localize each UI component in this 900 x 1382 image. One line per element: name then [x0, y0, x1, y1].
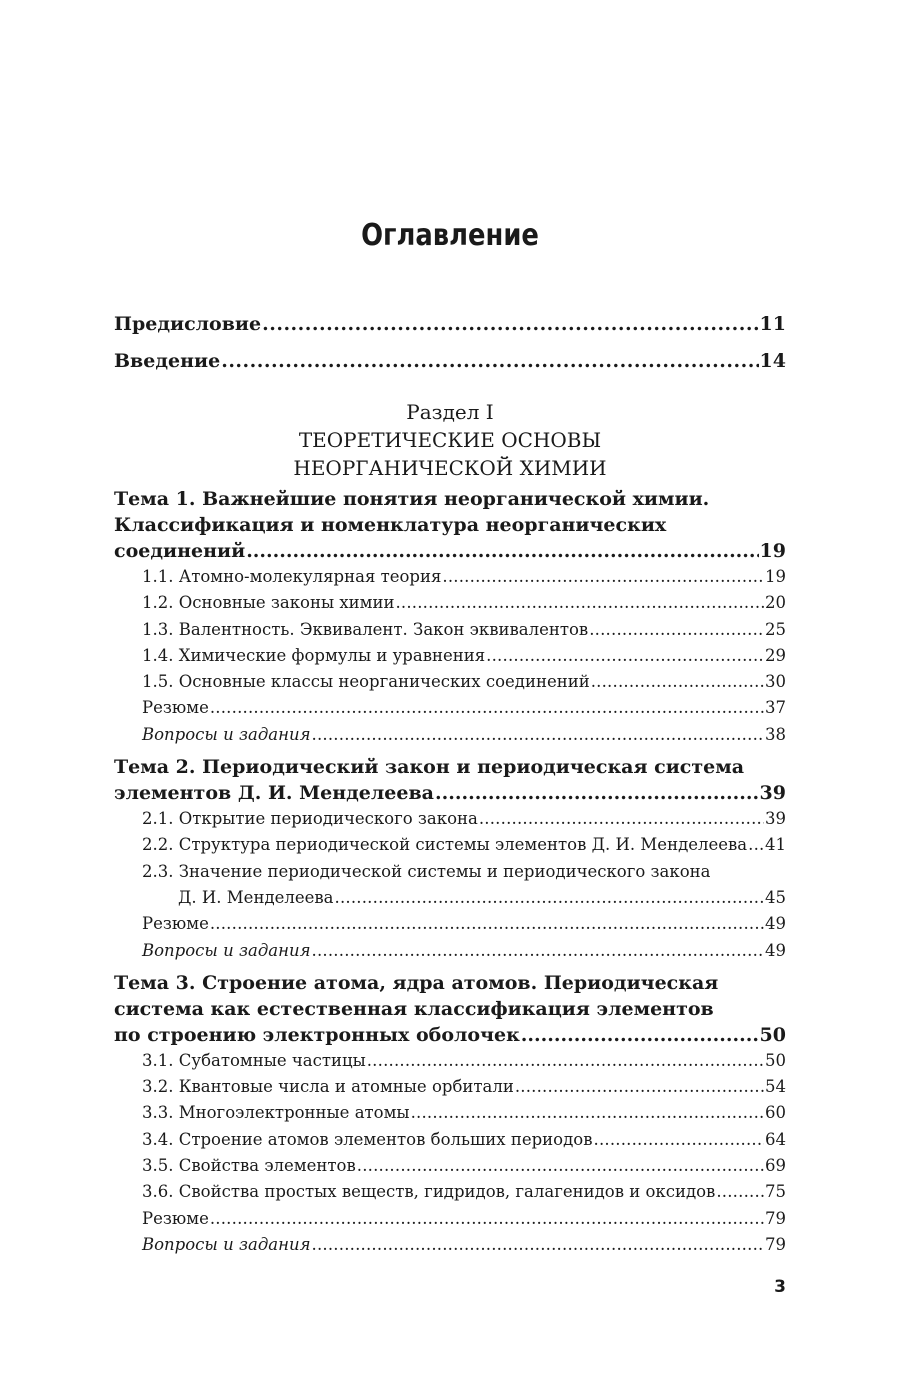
leader-dots: [515, 1074, 764, 1100]
entry-page: 37: [765, 698, 786, 718]
toc-subentry[interactable]: [114, 564, 786, 590]
leader-dots: [395, 590, 764, 616]
toc-subentry[interactable]: [114, 669, 786, 695]
entry-page: 75: [765, 1182, 786, 1202]
toc-subentry[interactable]: [114, 1100, 786, 1126]
entry-label: 2.2. Структура периодической системы элементов Д. И. Менделеева: [142, 835, 748, 855]
entry-label: 1.3. Валентность. Эквивалент. Закон эквивалентов: [142, 619, 589, 639]
leader-dots: [591, 669, 764, 695]
leader-dots: [589, 617, 764, 643]
entry-label: 3.5. Свойства элементов: [142, 1156, 356, 1176]
toc-subentry[interactable]: [114, 1127, 786, 1153]
entry-label-first-line: 2.3. Значение периодической системы и периодического закона: [142, 861, 711, 881]
topic-title-line[interactable]: Тема 3. Строение атома, ядра атомов. Периодическая: [114, 971, 719, 994]
entry-page: 79: [765, 1234, 786, 1254]
entry-label: Д. И. Менделеева: [178, 887, 334, 907]
topic-title-line[interactable]: Тема 2. Периодический закон и периодическая система: [114, 756, 745, 779]
section-heading: [114, 398, 786, 482]
page-number: 3: [774, 1277, 786, 1297]
entry-page: 50: [765, 1050, 786, 1070]
entry-page: 54: [765, 1077, 786, 1097]
leader-dots: [435, 780, 759, 806]
section-title-line: ТЕОРЕТИЧЕСКИЕ ОСНОВЫ: [298, 428, 602, 452]
entry-label: 3.6. Свойства простых веществ, гидридов, галагенидов и оксидов: [142, 1182, 716, 1202]
section-number: Раздел I: [406, 400, 494, 424]
entry-page: 14: [759, 350, 786, 372]
toc-entry-introduction[interactable]: [114, 347, 786, 384]
leader-dots: [312, 722, 764, 748]
leader-dots: [357, 1153, 764, 1179]
entry-label: 1.1. Атомно-молекулярная теория: [142, 567, 442, 586]
entry-label: 2.1. Открытие периодического закона: [142, 809, 478, 829]
topic-3: [114, 970, 786, 1258]
leader-dots: [210, 911, 764, 937]
entry-page: 50: [759, 1023, 786, 1046]
toc-subentry[interactable]: [114, 1153, 786, 1179]
entry-label: Предисловие: [114, 313, 262, 335]
topic-title-line[interactable]: Тема 1. Важнейшие понятия неорганической химии.: [114, 488, 710, 510]
entry-page: 69: [765, 1156, 786, 1176]
topic-entry[interactable]: [114, 1022, 786, 1048]
toc-subentry[interactable]: [114, 1074, 786, 1100]
entry-label: по строению электронных оболочек: [114, 1023, 520, 1046]
entry-label: элементов Д. И. Менделеева: [114, 782, 434, 805]
entry-label: 3.3. Многоэлектронные атомы: [142, 1103, 410, 1123]
leader-dots: [367, 1048, 764, 1074]
toc-subentry-questions[interactable]: [114, 722, 786, 748]
topic-1: [114, 486, 786, 748]
entry-label: Резюме: [142, 698, 209, 718]
toc-subentry[interactable]: [114, 643, 786, 669]
entry-page: 64: [765, 1129, 786, 1149]
entry-page: 39: [765, 809, 786, 829]
entry-label: Резюме: [142, 1208, 209, 1228]
leader-dots: [716, 1179, 764, 1205]
leader-dots: [442, 564, 764, 590]
page-title: Оглавление: [361, 218, 539, 253]
leader-dots: [210, 1206, 764, 1232]
toc-subentry[interactable]: [114, 1048, 786, 1074]
leader-dots: [748, 832, 764, 858]
topic-entry[interactable]: [114, 780, 786, 806]
entry-page: 41: [765, 835, 786, 855]
leader-dots: [335, 885, 764, 911]
toc-subentry[interactable]: [114, 617, 786, 643]
leader-dots: [479, 806, 764, 832]
entry-page: 45: [765, 887, 786, 907]
entry-page: 11: [759, 313, 786, 335]
leader-dots: [594, 1127, 765, 1153]
toc-subentry[interactable]: [114, 1179, 786, 1205]
toc-subentry-summary[interactable]: [114, 695, 786, 721]
entry-label: 3.2. Квантовые числа и атомные орбитали: [142, 1077, 514, 1097]
table-of-contents: [114, 310, 786, 1264]
leader-dots: [521, 1022, 759, 1048]
entry-label: Вопросы и задания: [142, 724, 311, 744]
topic-entry[interactable]: [114, 538, 786, 564]
leader-dots: [312, 938, 764, 964]
leader-dots: [210, 695, 764, 721]
entry-page: 60: [765, 1103, 786, 1123]
entry-label: 1.4. Химические формулы и уравнения: [142, 645, 486, 665]
toc-entry-preface[interactable]: [114, 310, 786, 347]
toc-subentry-questions[interactable]: [114, 1232, 786, 1258]
topic-title-line[interactable]: Классификация и номенклатура неорганических: [114, 514, 667, 536]
leader-dots: [246, 538, 758, 564]
entry-page: 49: [765, 914, 786, 934]
toc-subentry[interactable]: [114, 832, 786, 858]
entry-label: Вопросы и задания: [142, 940, 311, 960]
entry-page: 49: [765, 940, 786, 960]
topic-2: [114, 754, 786, 964]
entry-page: 79: [765, 1208, 786, 1228]
toc-subentry-summary[interactable]: [114, 911, 786, 937]
toc-subentry-summary[interactable]: [114, 1206, 786, 1232]
entry-label: Введение: [114, 350, 221, 372]
entry-page: 19: [759, 540, 786, 562]
entry-page: 39: [759, 782, 786, 805]
leader-dots: [262, 310, 758, 338]
leader-dots: [486, 643, 764, 669]
leader-dots: [411, 1100, 764, 1126]
entry-label: 1.2. Основные законы химии: [142, 593, 395, 613]
entry-page: 25: [765, 619, 786, 639]
entry-label: 3.4. Строение атомов элементов больших периодов: [142, 1129, 593, 1149]
entry-label: 1.5. Основные классы неорганических соединений: [142, 672, 590, 692]
entry-page: 29: [765, 645, 786, 665]
toc-subentry-questions[interactable]: [114, 938, 786, 964]
entry-label: Вопросы и задания: [142, 1234, 311, 1254]
entry-page: 38: [765, 724, 786, 744]
entry-page: 30: [765, 672, 786, 692]
entry-label: 3.1. Субатомные частицы: [142, 1050, 366, 1070]
section-title-line: НЕОРГАНИЧЕСКОЙ ХИМИИ: [293, 456, 607, 480]
entry-label: Резюме: [142, 914, 209, 934]
entry-page: 19: [765, 567, 786, 586]
entry-page: 20: [765, 593, 786, 613]
topic-title-line[interactable]: система как естественная классификация элементов: [114, 997, 714, 1020]
toc-subentry[interactable]: [114, 806, 786, 832]
entry-label: соединений: [114, 540, 246, 562]
leader-dots: [312, 1232, 764, 1258]
leader-dots: [221, 347, 758, 375]
toc-subentry[interactable]: [114, 590, 786, 616]
toc-subentry[interactable]: [114, 859, 786, 912]
